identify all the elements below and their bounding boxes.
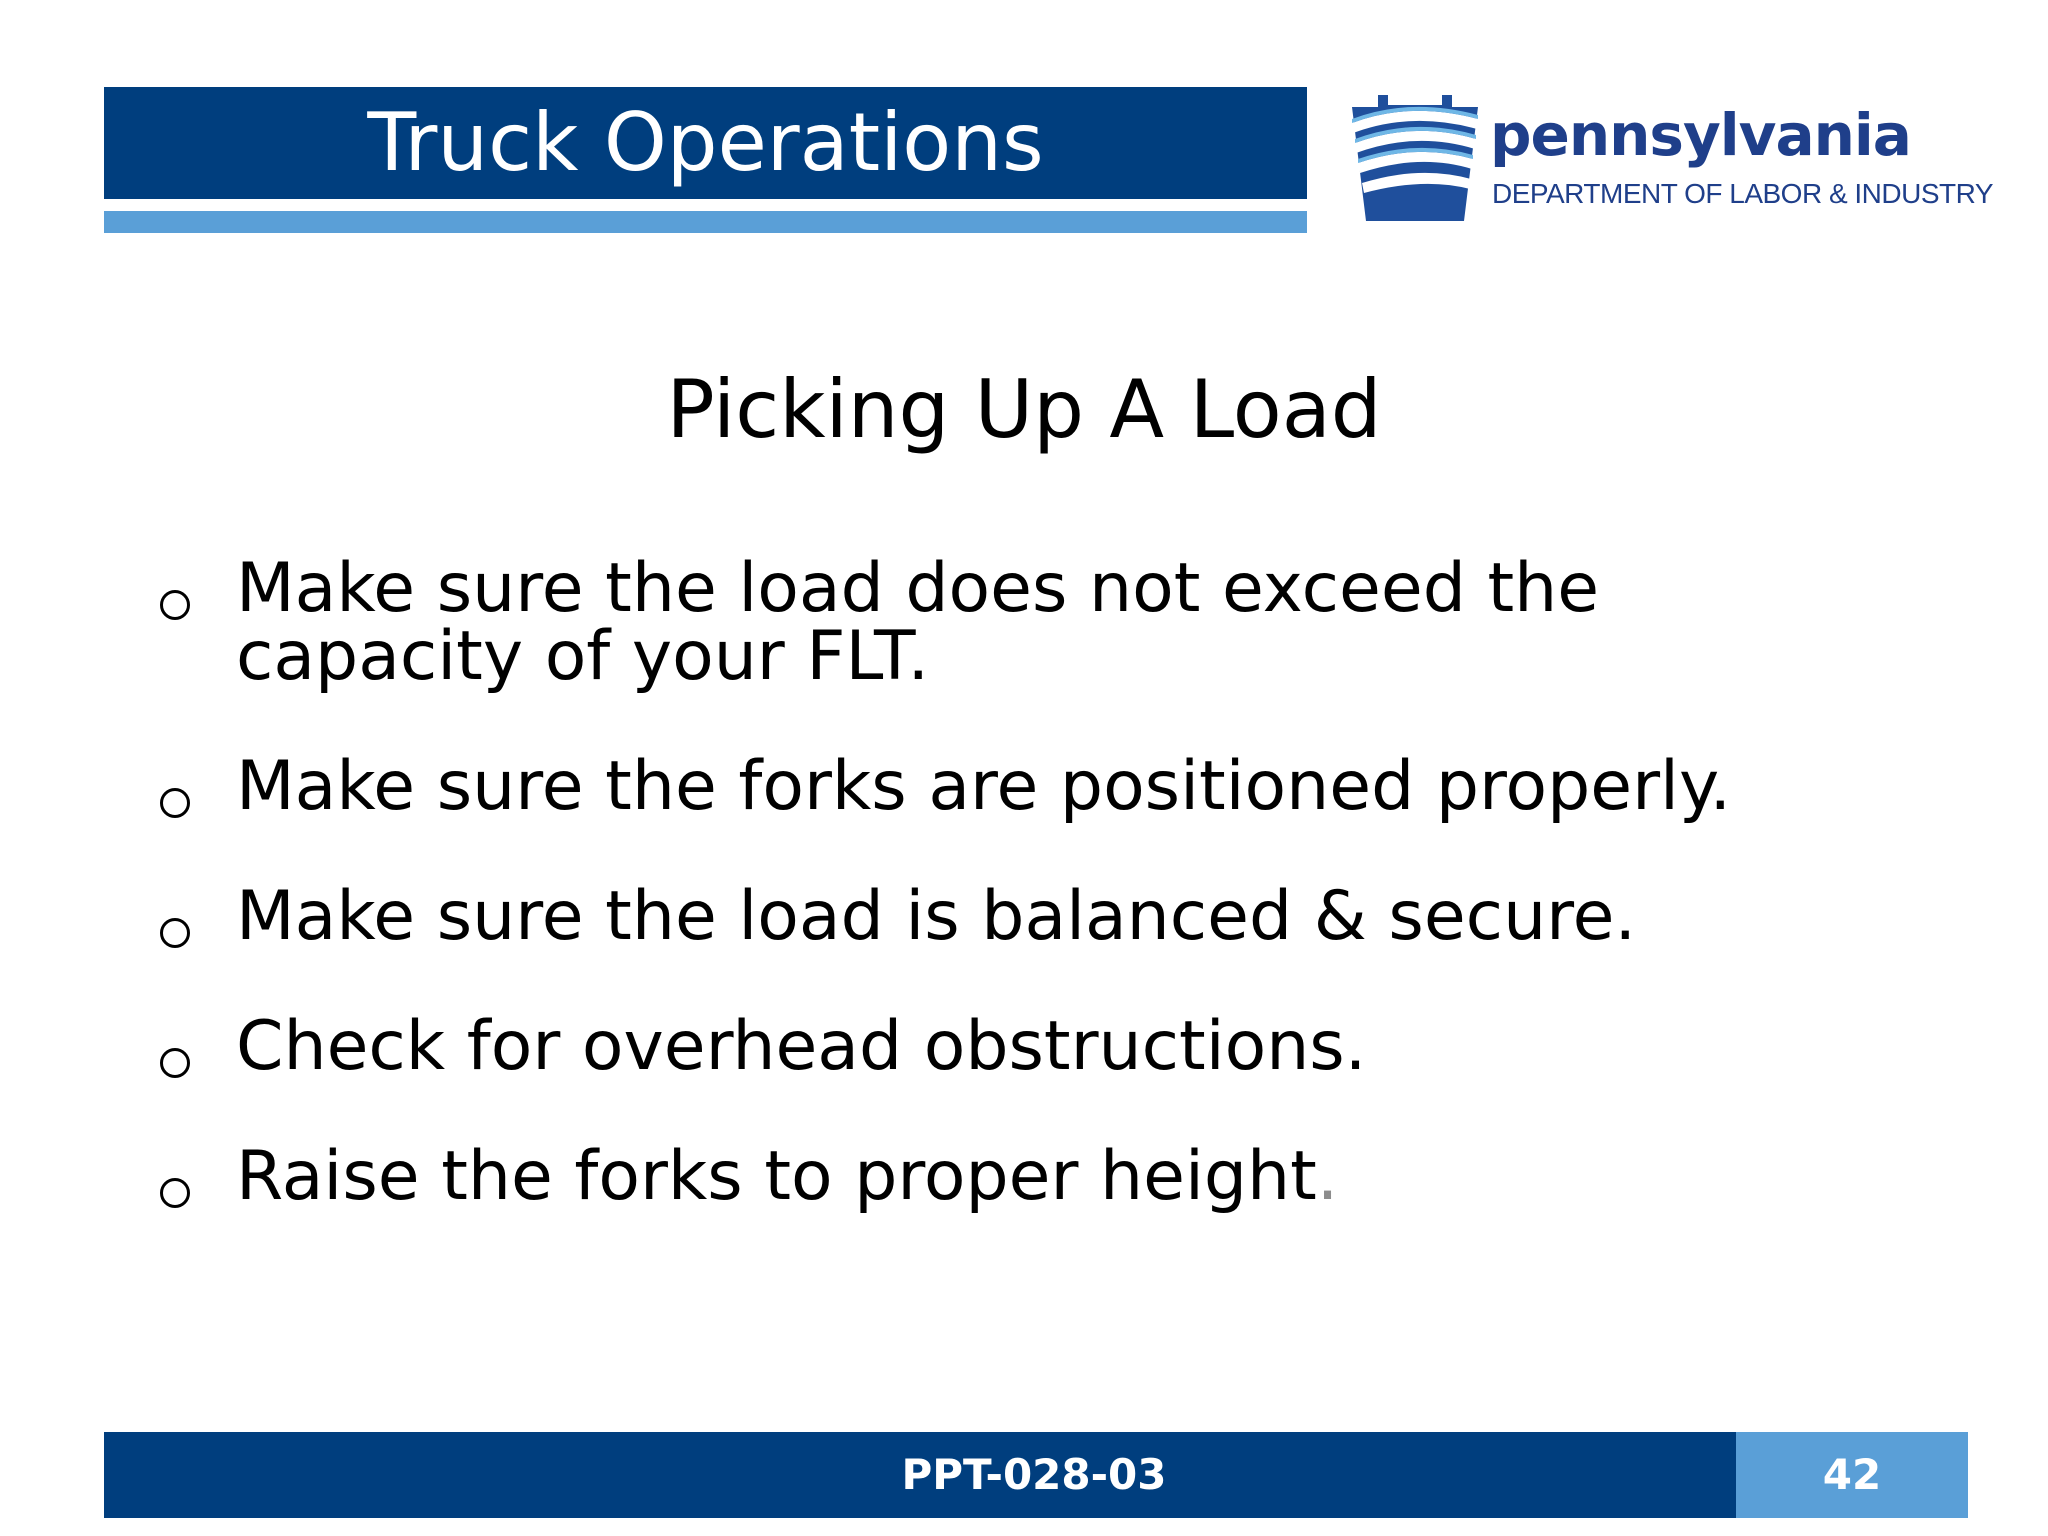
bullet-text: Check for overhead obstructions. [236,1007,1367,1086]
bullet-item [160,1007,2010,1086]
header-title: Truck Operations [367,96,1044,189]
hollow-circle-bullet-icon [160,918,190,948]
bullet-text-wrapper [236,1137,2010,1216]
hollow-circle-bullet-icon [160,1048,190,1078]
header-accent-stripe [104,211,1307,233]
bullet-item [160,877,2010,956]
slide-title: Picking Up A Load [666,363,1382,456]
bullet-text: Make sure the load does not exceed the capacity of your FLT. [236,549,1600,696]
bullet-text: Make sure the forks are positioned properly. [236,747,1732,826]
hollow-circle-bullet-icon [160,1178,190,1208]
logo-name: pennsylvania [1490,101,1911,169]
logo-department: DEPARTMENT OF LABOR & INDUSTRY [1492,178,1994,209]
bullet-trailing-period: . [1316,1137,1339,1216]
keystone-logo-icon [1350,93,1480,223]
bullet-list [160,549,2010,1273]
footer-document-code: PPT-028-03 [901,1450,1167,1499]
bullet-text: Raise the forks to proper height [236,1137,1317,1216]
bullet-item [160,747,2010,826]
hollow-circle-bullet-icon [160,590,190,620]
bullet-text: Make sure the load is balanced & secure. [236,877,1637,956]
hollow-circle-bullet-icon [160,788,190,818]
pa-labor-logo [1350,93,1994,223]
bullet-item [160,549,2010,696]
footer-page-number: 42 [1822,1450,1882,1499]
bullet-item [160,1137,2010,1216]
